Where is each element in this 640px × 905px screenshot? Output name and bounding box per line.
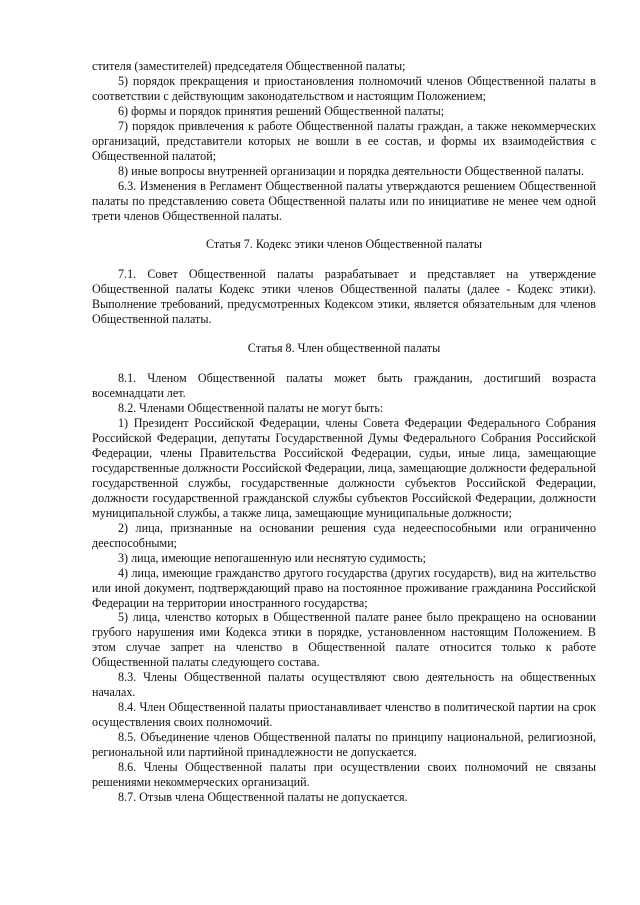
paragraph-6-3: 6.3. Изменения в Регламент Общественной палаты утверждаются решением Общественной палаты по представлению совета Общественной палаты или по инициативе не менее чем одной трети членов Общественной палаты. (92, 178, 596, 223)
paragraph-7-1: 7.1. Совет Общественной палаты разрабатывает и представляет на утверждение Общественной палаты Кодекс этики членов Общественной палаты (далее - Кодекс этики). Выполнение требований, предусмотренных Кодексом этики, является обязательным для членов Общественной палаты. (92, 267, 596, 327)
paragraph-8-7: 8.7. Отзыв члена Общественной палаты не допускается. (118, 789, 408, 804)
paragraph-8-5: 8.5. Объединение членов Общественной палаты по принципу национальной, религиозной, региональной или партийной принадлежности не допускается. (92, 730, 596, 760)
paragraph-8-4: 8.4. Член Общественной палаты приостанавливает членство в политической партии на срок осуществления своих полномочий. (92, 700, 596, 730)
document-page (92, 59, 596, 805)
paragraph-item-8: 8) иные вопросы внутренней организации и порядка деятельности Общественной палаты. (118, 163, 585, 178)
spacer (92, 356, 596, 371)
paragraph-8-2: 8.2. Членами Общественной палаты не могут быть: (118, 401, 384, 416)
spacer (92, 223, 596, 237)
paragraph-item-5: 5) порядок прекращения и приостановления полномочий членов Общественной палаты в соответствии с действующим законодательством и настоящим Положением; (92, 73, 596, 103)
paragraph-8-6: 8.6. Члены Общественной палаты при осуществлении своих полномочий не связаны решениями некоммерческих организаций. (92, 759, 596, 789)
paragraph-8-3: 8.3. Члены Общественной палаты осуществляют свою деятельность на общественных началах. (92, 670, 596, 700)
paragraph-8-2-item-4: 4) лица, имеющие гражданство другого государства (других государств), вид на жительство или иной документ, подтверждающий право на постоянное проживание гражданина Российской Федерации на территории иностранного государства; (92, 565, 596, 610)
article-8-title: Статья 8. Член общественной палаты (247, 341, 441, 356)
paragraph-8-2-item-1: 1) Президент Российской Федерации, члены Совета Федерации Федерального Собрания Российской Федерации, депутаты Государственной Думы Федерального Собрания Российской Федерации, члены Правительства Российской Федерации, судьи, иные лица, замещающие государственные должности Российской Федерации, лица, замещающие должности федеральной государственной службы, государственные должности субъектов Российской Федерации, должности государственной гражданской службы субъектов Российской Федерации, должности муниципальной службы, а также лица, замещающие муниципальные должности; (92, 416, 596, 520)
paragraph-8-1: 8.1. Членом Общественной палаты может быть гражданин, достигший возраста восемнадцати лет. (92, 371, 596, 401)
paragraph-8-2-item-3: 3) лица, имеющие непогашенную или неснятую судимость; (118, 550, 427, 565)
paragraph-continuation: стителя (заместителей) председателя Общественной палаты; (92, 59, 406, 73)
paragraph-8-2-item-5: 5) лица, членство которых в Общественной палате ранее было прекращено на основании грубого нарушения ими Кодекса этики в порядке, установленном настоящим Положением. В этом случае запрет на членство в Общественной палате относится только к работе Общественной палаты следующего состава. (92, 610, 596, 670)
spacer (92, 252, 596, 267)
spacer (92, 327, 596, 341)
article-7-title: Статья 7. Кодекс этики членов Общественной палаты (205, 237, 483, 252)
paragraph-item-7: 7) порядок привлечения к работе Общественной палаты граждан, а также некоммерческих организаций, представители которых не вошли в ее состав, и формы их взаимодействия с Общественной палатой; (92, 118, 596, 163)
paragraph-item-6: 6) формы и порядок принятия решений Общественной палаты; (118, 103, 445, 118)
paragraph-8-2-item-2: 2) лица, признанные на основании решения суда недееспособными или ограниченно дееспособными; (92, 520, 596, 550)
